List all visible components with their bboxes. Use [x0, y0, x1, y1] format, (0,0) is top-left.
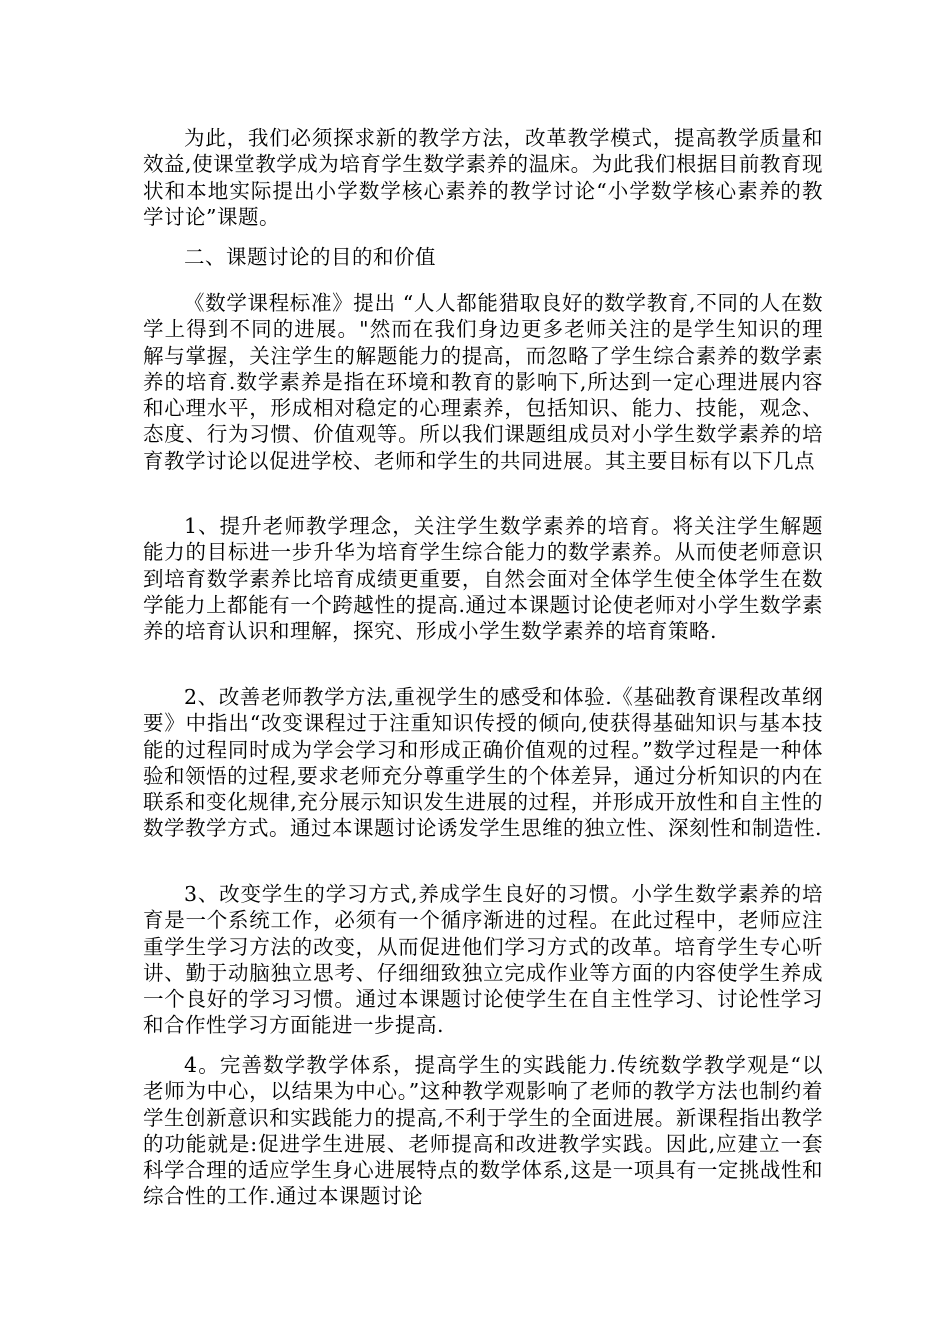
- paragraph-curriculum-standard: 《数学课程标准》提出 “人人都能猎取良好的数学教育,不同的人在数学上得到不同的进展。"然而在我们身边更多老师关注的是学生知识的理解与掌握，关注学生的解题能力的提高，而忽略了学生综合素养的数学素养的培育.数学素养是指在环境和教育的影响下,所达到一定心理进展内容和心理水平，形成相对稳定的心理素养，包括知识、能力、技能，观念、态度、行为习惯、价值观等。所以我们课题组成员对小学生数学素养的培育教学讨论以促进学校、老师和学生的共同进展。其主要目标有以下几点: [143, 291, 823, 473]
- paragraph-intro: 为此，我们必须探求新的教学方法，改革教学模式，提高教学质量和效益,使课堂教学成为培育学生数学素养的温床。为此我们根据目前教育现状和本地实际提出小学数学核心素养的教学讨论“小学数学核心素养的教学讨论”课题。: [143, 126, 823, 229]
- paragraph-goal-1: 1、提升老师教学理念，关注学生数学素养的培育。将关注学生解题能力的目标进一步升华为培育学生综合能力的数学素养。从而使老师意识到培育数学素养比培育成绩更重要，自然会面对全体学生使全体学生在数学能力上都能有一个跨越性的提高.通过本课题讨论使老师对小学生数学素养的培育认识和理解，探究、形成小学生数学素养的培育策略.: [143, 514, 823, 644]
- paragraph-goal-4: 4。完善数学教学体系，提高学生的实践能力.传统数学教学观是“以老师为中心，以结果为中心。”这种教学观影响了老师的教学方法也制约着学生创新意识和实践能力的提高,不利于学生的全面进展。新课程指出教学的功能就是:促进学生进展、老师提高和改进教学实践。因此,应建立一套科学合理的适应学生身心进展特点的数学体系,这是一项具有一定挑战性和综合性的工作.通过本课题讨论: [143, 1053, 823, 1209]
- paragraph-goal-3: 3、改变学生的学习方式,养成学生良好的习惯。小学生数学素养的培育是一个系统工作，必须有一个循序渐进的过程。在此过程中，老师应注重学生学习方法的改变，从而促进他们学习方式的改革。培育学生专心听讲、勤于动脑独立思考、仔细细致独立完成作业等方面的内容使学生养成一个良好的学习习惯。通过本课题讨论使学生在自主性学习、讨论性学习和合作性学习方面能进一步提高.: [143, 882, 823, 1038]
- paragraph-goal-2: 2、改善老师教学方法,重视学生的感受和体验.《基础教育课程改革纲要》中指出“改变课程过于注重知识传授的倾向,使获得基础知识与基本技能的过程同时成为学会学习和形成正确价值观的过程。”数学过程是一种体验和领悟的过程,要求老师充分尊重学生的个体差异，通过分析知识的内在联系和变化规律,充分展示知识发生进展的过程，并形成开放性和自主性的数学教学方式。通过本课题讨论诱发学生思维的独立性、深刻性和制造性.: [143, 685, 823, 841]
- section-heading: 二、课题讨论的目的和价值: [184, 245, 436, 269]
